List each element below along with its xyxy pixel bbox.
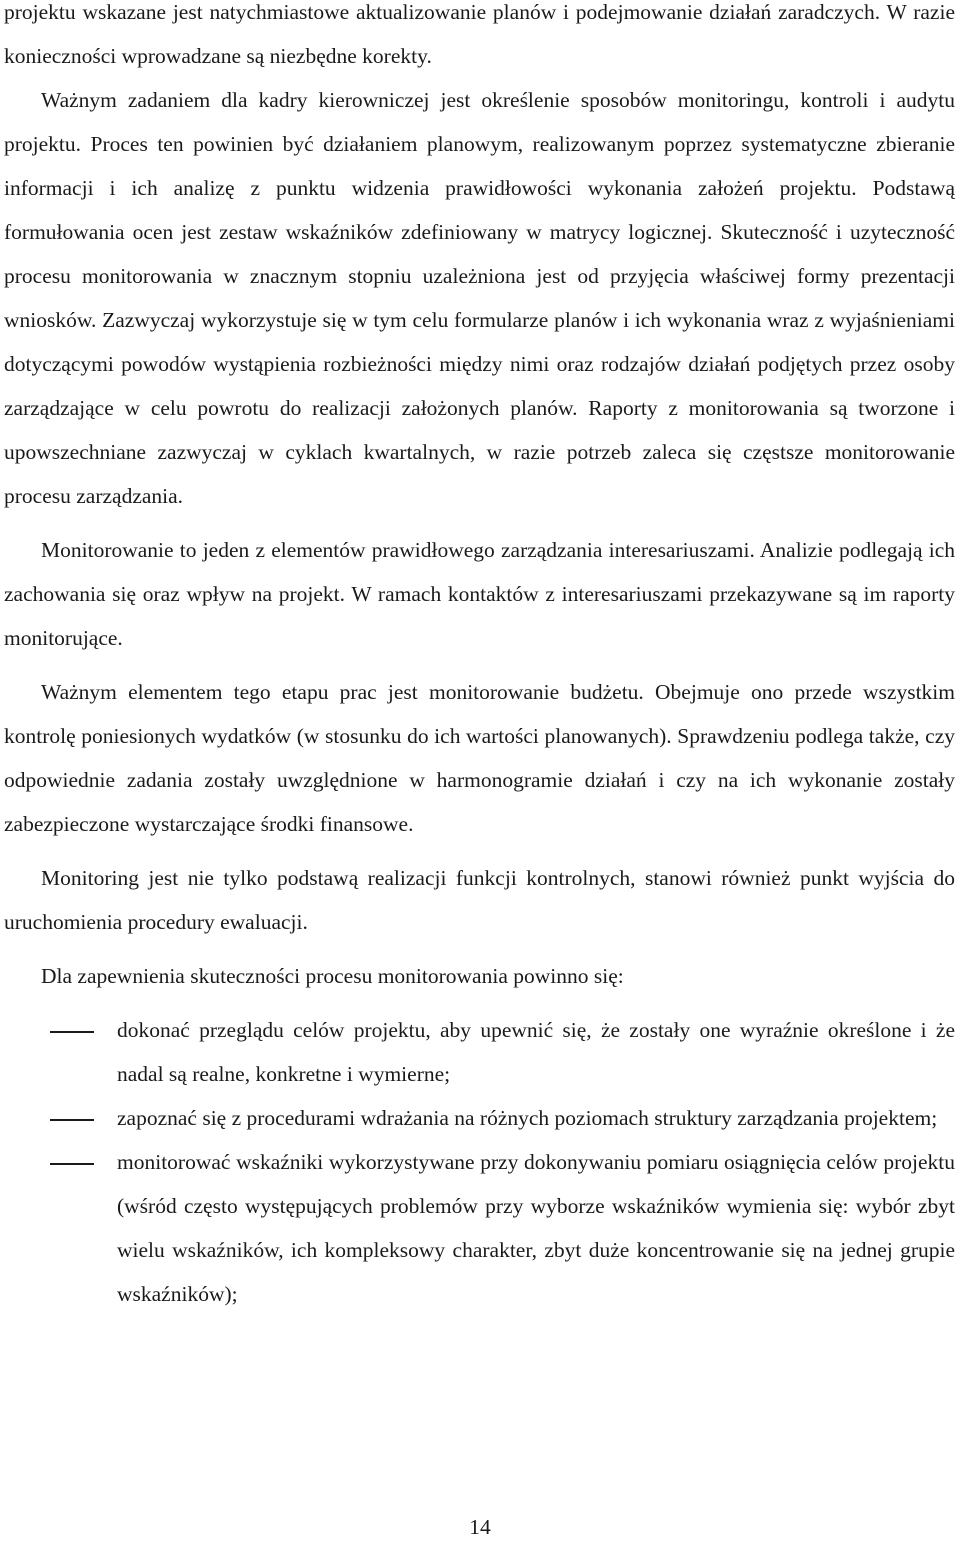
paragraph-continuation: projektu wskazane jest natychmiastowe aktualizowanie planów i podejmowanie działań zaradczych. W razie konieczności wprowadzane są niezbędne korekty.	[4, 0, 955, 68]
paragraph-list-intro: Dla zapewnienia skuteczności procesu monitorowania powinno się:	[41, 964, 624, 988]
list-item	[4, 1008, 955, 1096]
paragraph-monitoring-duties: Ważnym zadaniem dla kadry kierowniczej jest określenie sposobów monitoringu, kontroli i audytu projektu. Proces ten powinien być działaniem planowym, realizowanym poprzez systematyczne zbieranie informacji i ich analizę z punktu widzenia prawidłowości wykonania założeń projektu. Podstawą formułowania ocen jest zestaw wskaźników zdefiniowany w matrycy logicznej. Skuteczność i uzyteczność procesu monitorowania w znacznym stopniu uzależniona jest od przyjęcia właściwej formy prezentacji wniosków. Zazwyczaj wykorzystuje się w tym celu formularze planów i ich wykonania wraz z wyjaśnieniami dotyczącymi powodów wystąpienia rozbieżności między nimi oraz rodzajów działań podjętych przez osoby zarządzające w celu powrotu do realizacji założonych planów. Raporty z monitorowania są tworzone i upowszechniane zazwyczaj w cyklach kwartalnych, w razie potrzeb zaleca się częstsze monitorowanie procesu zarządzania.	[4, 88, 955, 508]
paragraph-budget: Ważnym elementem tego etapu prac jest monitorowanie budżetu. Obejmuje ono przede wszystkim kontrolę poniesionych wydatków (w stosunku do ich wartości planowanych). Sprawdzeniu podlega także, czy odpowiednie zadania zostały uwzględnione w harmonogramie działań i czy na ich wykonanie zostały zabezpieczone wystarczające środki finansowe.	[4, 680, 955, 836]
list-item	[4, 1096, 955, 1140]
list-item	[4, 1140, 955, 1316]
paragraph-gap	[4, 660, 955, 670]
paragraph-gap	[4, 846, 955, 856]
paragraph-gap	[4, 944, 955, 954]
bullet-list	[4, 1008, 955, 1316]
list-item-text: dokonać przeglądu celów projektu, aby upewnić się, że zostały one wyraźnie określone i że nadal są realne, konkretne i wymierne;	[117, 1018, 955, 1086]
paragraph-evaluation: Monitoring jest nie tylko podstawą realizacji funkcji kontrolnych, stanowi również punkt wyjścia do uruchomienia procedury ewaluacji.	[4, 866, 955, 934]
list-item-text: zapoznać się z procedurami wdrażania na różnych poziomach struktury zarządzania projektem;	[117, 1106, 938, 1130]
paragraph-gap	[4, 998, 955, 1008]
paragraph-stakeholders: Monitorowanie to jeden z elementów prawidłowego zarządzania interesariuszami. Analizie podlegają ich zachowania się oraz wpływ na projekt. W ramach kontaktów z interesariuszami przekazywane są im raporty monitorujące.	[4, 538, 955, 650]
paragraph-gap	[4, 518, 955, 528]
document-body	[4, 0, 955, 1316]
list-item-text: monitorować wskaźniki wykorzystywane przy dokonywaniu pomiaru osiągnięcia celów projektu (wśród często występujących problemów przy wyborze wskaźników wymienia się: wybór zbyt wielu wskaźników, ich kompleksowy charakter, zbyt duże koncentrowanie się na jednej grupie wskaźników);	[117, 1150, 955, 1306]
page-number: 14	[469, 1515, 491, 1539]
